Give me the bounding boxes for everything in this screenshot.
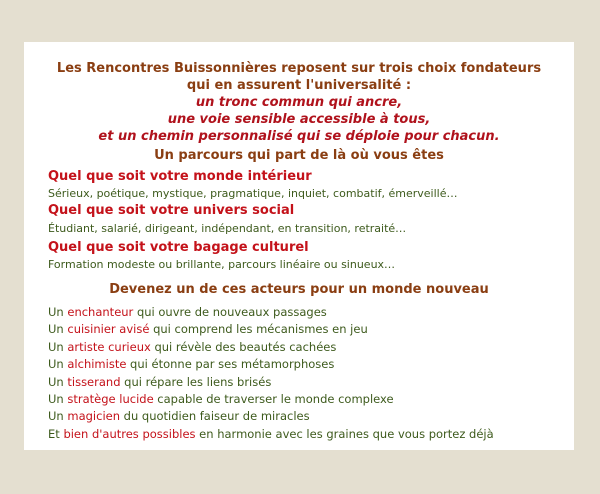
list-item: Un enchanteur qui ouvre de nouveaux passages (48, 305, 327, 319)
section-heading-social: Quel que soit votre univers social (48, 203, 295, 218)
section-desc-social: Étudiant, salarié, dirigeant, indépendant, en transition, retraité… (48, 222, 407, 235)
section-desc-culturel: Formation modeste ou brillante, parcours linéaire ou sinueux… (48, 258, 396, 271)
list-item: Un artiste curieux qui révèle des beautés cachées (48, 339, 337, 354)
list-item: Un alchimiste qui étonne par ses métamorphoses (48, 357, 335, 372)
section-heading-interieur: Quel que soit votre monde intérieur (48, 169, 312, 184)
list-item: Un tisserand qui répare les liens brisés (48, 374, 272, 389)
role-stratege: stratège lucide (67, 392, 154, 407)
role-autres: bien d'autres possibles (63, 426, 196, 441)
list-item: Un magicien du quotidien faiseur de miracles (48, 409, 310, 424)
intro-block (24, 60, 574, 145)
intro-line-5: et un chemin personnalisé qui se déploie pour chacun. (98, 129, 500, 144)
section-desc-interieur: Sérieux, poétique, mystique, pragmatique, inquiet, combatif, émerveillé… (48, 187, 458, 200)
intro-line-1: Les Rencontres Buissonnières reposent sur trois choix fondateurs (56, 61, 542, 76)
role-magicien: magicien (67, 409, 121, 424)
role-alchimiste: alchimiste (67, 357, 127, 372)
list-item: Un cuisinier avisé qui comprend les mécanismes en jeu (48, 322, 368, 337)
actors-title: Devenez un de ces acteurs pour un monde nouveau (109, 282, 489, 297)
list-item: Un stratège lucide capable de traverser le monde complexe (48, 392, 394, 407)
section-heading-culturel: Quel que soit votre bagage culturel (48, 240, 309, 255)
intro-line-3: un tronc commun qui ancre, (195, 95, 403, 110)
intro-line-4: une voie sensible accessible à tous, (167, 112, 431, 127)
list-item: Et bien d'autres possibles en harmonie avec les graines que vous portez déjà (48, 426, 494, 441)
role-artiste: artiste curieux (67, 339, 151, 354)
intro-line-2: qui en assurent l'universalité : (186, 78, 412, 93)
role-tisserand: tisserand (67, 374, 121, 389)
parcours-title: Un parcours qui part de là où vous êtes (154, 148, 444, 163)
role-cuisinier: cuisinier avisé (67, 322, 150, 337)
role-enchanteur: enchanteur (67, 305, 134, 319)
content-card (24, 42, 574, 450)
actors-list (48, 304, 494, 443)
